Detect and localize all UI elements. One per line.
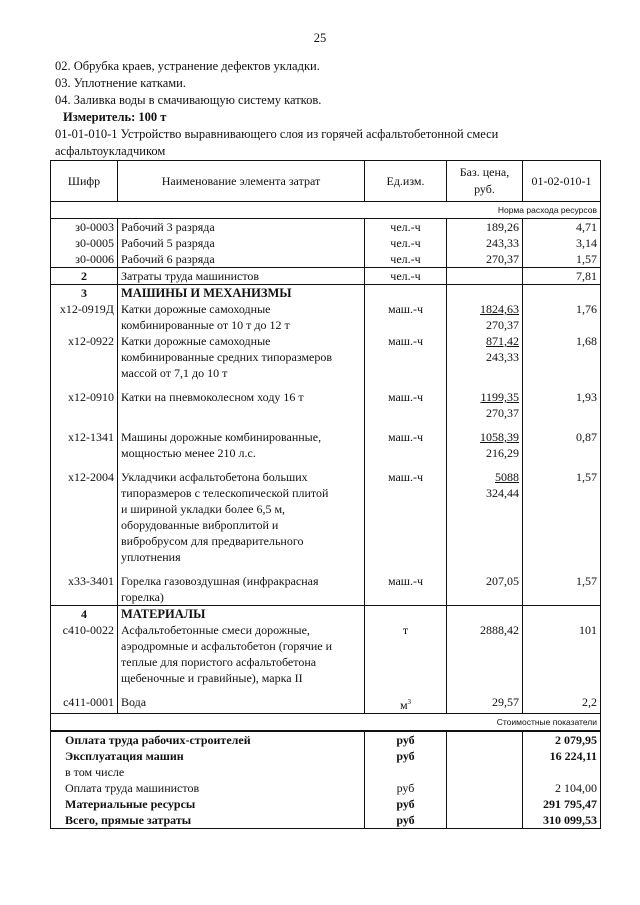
page-number: 25 [313,31,327,45]
summary-row: Материальные ресурсы руб 291 795,47 [51,796,601,812]
norm-label-row [51,202,601,219]
measure-unit: Измеритель: 100 т [63,110,167,124]
table-row: х12-2004 Укладчики асфальтобетона больших типоразмеров с телескопической плитой и шириной укладки более 6,5 м, оборудованные виброплитой и вибробрусом для предварительного уплотнения маш.-ч 5088 324,44 1,57 [51,469,601,565]
summary-row: Оплата труда рабочих-строителей руб 2 079,95 [51,731,601,748]
summary-row: в том числе [51,764,601,780]
header-norm: 01-02-010-1 [523,161,601,202]
table-row: с410-0022 Асфальтобетонные смеси дорожные, аэродромные и асфальтобетон (горячие и теплые для пористого асфальтобетона щебеночные и гравийные), марка II т 2888,42 101 [51,622,601,686]
operators-row: 2 Затраты труда машинистов чел.-ч 7,81 [51,268,601,285]
work-step: 02. Обрубка краев, устранение дефектов укладки. [55,59,320,73]
table-row: х12-0919Д Катки дорожные самоходные комбинированные от 10 т до 12 т маш.-ч 1824,63 270,37 1,76 [51,301,601,333]
summary-row: Всего, прямые затраты руб 310 099,53 [51,812,601,829]
work-step: 04. Заливка воды в смачивающую систему катков. [55,93,322,107]
cost-table [50,160,601,829]
summary-row: Эксплуатация машин руб 16 224,11 [51,748,601,764]
table-row: х12-0910 Катки на пневмоколесном ходу 16 т маш.-ч 1199,35 270,37 1,93 [51,389,601,421]
summary-row: Оплата труда машинистов руб 2 104,00 [51,780,601,796]
cost-label: Стоимостные показатели [51,714,601,732]
cost-label-row [51,714,601,732]
section-title: МАШИНЫ И МЕХАНИЗМЫ [118,285,365,302]
table-row: з0-0006 Рабочий 6 разряда чел.-ч 270,37 1,57 [51,251,601,268]
table-row: с411-0001 Вода $м^3$ 29,57 2,2 [51,694,601,714]
work-step: 03. Уплотнение катками. [55,76,186,90]
section-title: МАТЕРИАЛЫ [118,606,365,623]
table-row: з0-0005 Рабочий 5 разряда чел.-ч 243,33 3,14 [51,235,601,251]
table-row: х33-3401 Горелка газовоздушная (инфракрасная горелка) маш.-ч 207,05 1,57 [51,573,601,606]
header-unit: Ед.изм. [365,161,447,202]
materials-section-row: 4 МАТЕРИАЛЫ [51,606,601,623]
machines-section-row: 3 МАШИНЫ И МЕХАНИЗМЫ [51,285,601,302]
header-name: Наименование элемента затрат [118,161,365,202]
norm-label: Норма расхода ресурсов [51,202,601,219]
table-row: х12-1341 Машины дорожные комбинированные, мощностью менее 210 л.с. маш.-ч 1058,39 216,29 0,87 [51,429,601,461]
table-row: х12-0922 Катки дорожные самоходные комбинированные средних типоразмеров массой от 7,1 до 10 т маш.-ч 871,42 243,33 1,68 [51,333,601,381]
intro-block [55,58,615,160]
rate-code-title: 01-01-010-1 Устройство выравнивающего слоя из горячей асфальтобетонной смеси [55,127,499,141]
rate-code-title-cont: асфальтоукладчиком [55,144,166,158]
table-header-row [51,161,601,202]
header-code: Шифр [51,161,118,202]
table-row: з0-0003 Рабочий 3 разряда чел.-ч 189,26 4,71 [51,219,601,236]
header-price: Баз. цена, руб. [447,161,523,202]
